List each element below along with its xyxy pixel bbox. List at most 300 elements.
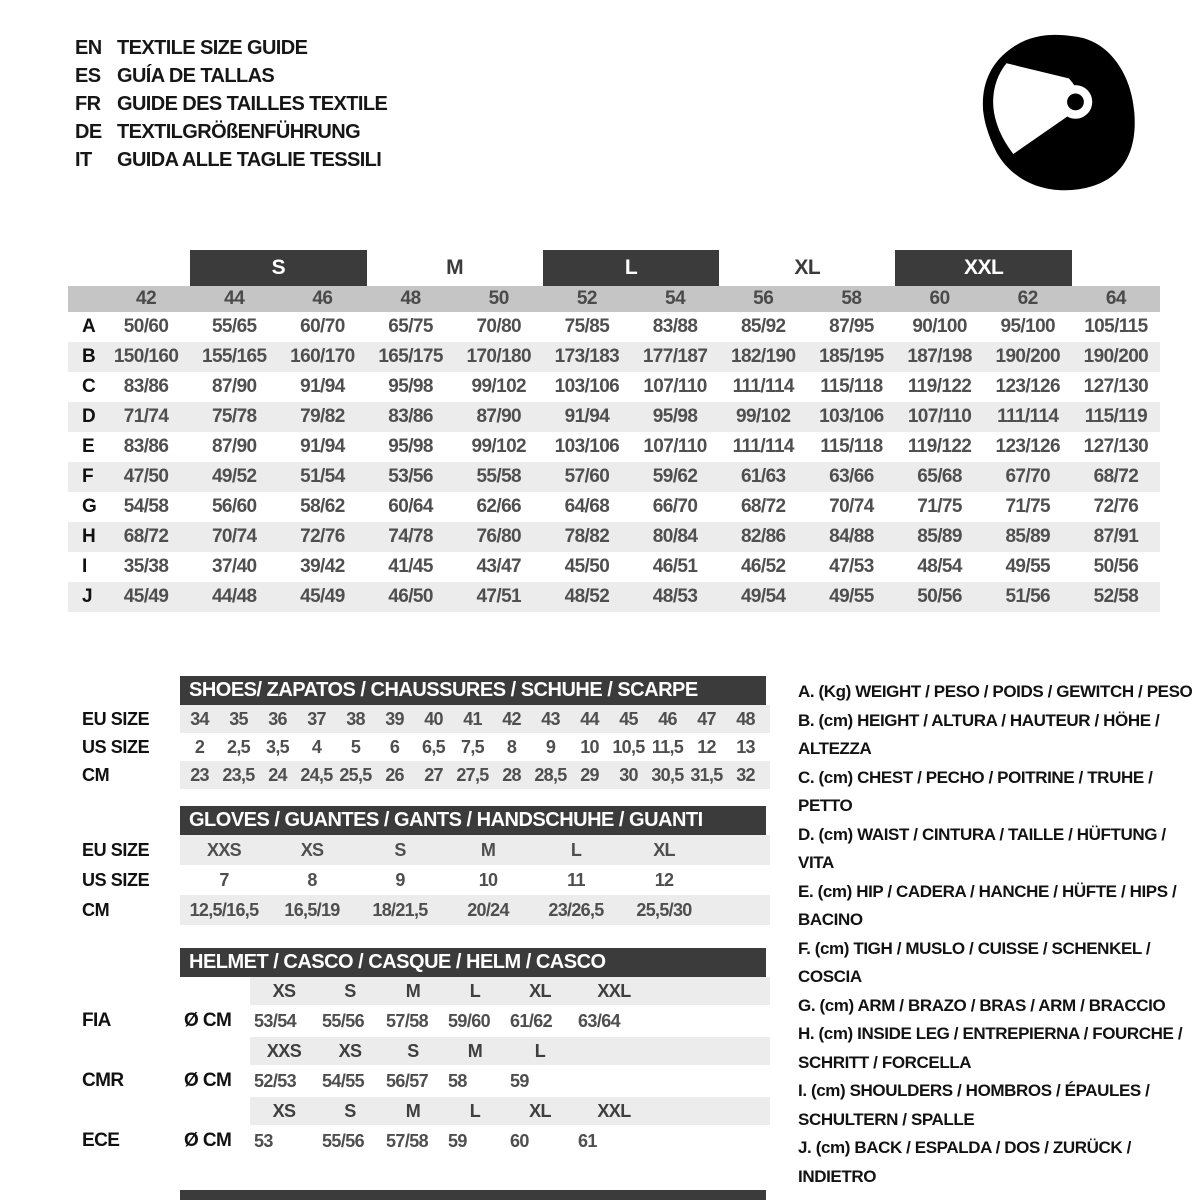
helmet-size-value: 59/60 [448, 1010, 491, 1031]
row-key: C [82, 376, 96, 397]
measurement-value: 55/58 [476, 466, 522, 487]
measurement-row [68, 582, 1160, 612]
shoes-value: 31,5 [690, 764, 723, 785]
row-key: B [82, 346, 96, 367]
row-key: G [82, 496, 97, 517]
measurement-value: 70/74 [211, 526, 257, 547]
measurement-value: 83/88 [652, 316, 698, 337]
measurement-value: 71/74 [123, 406, 169, 427]
measurement-value: 65/68 [917, 466, 962, 487]
shoes-value: 13 [736, 736, 755, 757]
helmet-size-label: XL [529, 1100, 551, 1121]
measurement-value: 71/75 [917, 496, 962, 517]
measurement-value: 46/50 [388, 586, 433, 607]
gloves-value: 9 [395, 869, 405, 890]
shoes-value: 12 [697, 736, 716, 757]
language-row [75, 118, 387, 146]
legend-item: J. (cm) BACK / ESPALDA / DOS / ZURÜCK / INDIETRO [798, 1138, 1131, 1186]
language-title: TEXTILE SIZE GUIDE [117, 36, 308, 59]
shoes-value: 25,5 [339, 764, 372, 785]
helmet-diameter-label: Ø CM [184, 1010, 232, 1031]
shoes-value: 8 [506, 736, 517, 757]
shoes-value: 39 [385, 708, 404, 729]
shoes-value: 42 [502, 708, 521, 729]
helmet-size-value: 57/58 [386, 1130, 429, 1151]
shoes-value: 41 [463, 708, 482, 729]
measurement-value: 170/180 [466, 346, 531, 367]
measurement-value: 71/75 [1005, 496, 1051, 517]
measurement-value: 119/122 [907, 376, 972, 397]
shoes-value: 10 [580, 736, 599, 757]
measurement-value: 75/85 [564, 316, 610, 337]
helmet-size-value: 56/57 [386, 1070, 429, 1091]
shoes-value: 9 [545, 736, 556, 757]
measurement-row [68, 462, 1160, 492]
legend-item: H. (cm) INSIDE LEG / ENTREPIERNA / FOURCHE / SCHRITT / FORCELLA [798, 1024, 1183, 1072]
helmet-size-label: L [469, 1100, 481, 1121]
shoes-value: 36 [268, 708, 287, 729]
helmet-size-label: M [467, 1040, 483, 1061]
shoes-value: 7,5 [461, 736, 484, 757]
eu-size-value: 54 [665, 288, 686, 309]
measurement-value: 87/90 [211, 436, 257, 457]
measurement-value: 72/76 [300, 526, 345, 547]
helmet-size-value: 53/54 [254, 1010, 297, 1031]
gloves-value: 20/24 [467, 899, 509, 920]
gloves-value: XXS [207, 839, 241, 860]
measurement-value: 85/89 [917, 526, 962, 547]
measurement-value: 187/198 [907, 346, 972, 367]
shoes-value: 32 [736, 764, 755, 785]
shoes-value: 27 [424, 764, 443, 785]
measurement-value: 123/126 [995, 376, 1060, 397]
measurement-value: 49/55 [1005, 556, 1051, 577]
measurement-value: 45/49 [123, 586, 169, 607]
measurement-value: 182/190 [731, 346, 796, 367]
shoes-value: 29 [580, 764, 599, 785]
measurement-value: 68/72 [740, 496, 786, 517]
legend-item: B. (cm) HEIGHT / ALTURA / HAUTEUR / HÖHE / ALTEZZA [798, 710, 1160, 758]
measurement-value: 185/195 [819, 346, 884, 367]
measurement-value: 35/38 [123, 556, 169, 577]
measurement-value: 87/90 [476, 406, 522, 427]
legend-item: G. (cm) ARM / BRAZO / BRAS / ARM / BRACCIO [798, 995, 1166, 1015]
measurement-value: 45/49 [300, 586, 345, 607]
shoes-row-label: US SIZE [82, 736, 150, 757]
measurement-value: 95/98 [388, 376, 433, 397]
language-row [75, 90, 387, 118]
size-group-s: S [190, 250, 366, 286]
measurement-value: 107/110 [643, 376, 707, 397]
helmet-size-value: 61/62 [510, 1010, 553, 1031]
measurement-row [68, 432, 1160, 462]
eu-size-value: 60 [929, 288, 950, 309]
measurement-legend [798, 678, 1198, 1191]
helmet-size-label: XL [529, 980, 551, 1001]
measurement-value: 165/175 [378, 346, 443, 367]
measurement-value: 111/114 [732, 436, 794, 457]
gloves-band [180, 835, 770, 865]
shoes-band [180, 761, 770, 789]
measurement-value: 105/115 [1084, 316, 1148, 337]
measurement-value: 91/94 [564, 406, 610, 427]
gloves-value: M [480, 839, 496, 860]
shoes-value: 2,5 [227, 736, 250, 757]
textile-size-table [68, 250, 1160, 612]
measurement-value: 95/98 [652, 406, 698, 427]
helmet-icon [972, 28, 1142, 196]
measurement-row [68, 522, 1160, 552]
row-key: A [82, 316, 96, 337]
helmet-diameter-label: Ø CM [184, 1130, 232, 1151]
measurement-value: 150/160 [113, 346, 179, 367]
helmet-size-value: 53 [254, 1130, 273, 1151]
shoes-value: 11,5 [651, 736, 684, 757]
gloves-value: 18/21,5 [372, 899, 428, 920]
eu-size-value: 58 [841, 288, 862, 309]
language-code: FR [75, 92, 101, 115]
shoes-value: 10,5 [612, 736, 645, 757]
measurement-value: 82/86 [740, 526, 786, 547]
measurement-value: 55/65 [211, 316, 257, 337]
measurement-value: 83/86 [388, 406, 433, 427]
measurement-value: 85/92 [740, 316, 786, 337]
measurement-value: 107/110 [907, 406, 972, 427]
measurement-value: 127/130 [1083, 376, 1149, 397]
gloves-value: S [394, 839, 406, 860]
measurement-value: 65/75 [388, 316, 433, 337]
helmet-header: HELMET / CASCO / CASQUE / HELM / CASCO [180, 948, 766, 977]
measurement-value: 43/47 [476, 556, 522, 577]
legend-item: A. (Kg) WEIGHT / PESO / POIDS / GEWITCH / PESO [798, 682, 1193, 701]
measurement-value: 46/51 [652, 556, 698, 577]
gloves-row-label: EU SIZE [82, 839, 150, 860]
measurement-value: 103/106 [554, 376, 620, 397]
measurement-value: 54/58 [123, 496, 169, 517]
shoes-value: 23 [190, 764, 209, 785]
shoes-value: 26 [385, 764, 404, 785]
shoes-value: 3,5 [266, 736, 289, 757]
measurement-value: 41/45 [388, 556, 433, 577]
language-row [75, 34, 387, 62]
shoes-value: 24,5 [300, 764, 333, 785]
gloves-header: GLOVES / GUANTES / GANTS / HANDSCHUHE / GUANTI [180, 806, 766, 835]
gloves-band [180, 865, 770, 895]
measurement-value: 75/78 [211, 406, 257, 427]
helmet-size-value: 58 [448, 1070, 467, 1091]
measurement-value: 190/200 [1083, 346, 1149, 367]
eu-size-value: 48 [400, 288, 421, 309]
shoes-value: 30 [619, 764, 638, 785]
helmet-standard-name: FIA [82, 1010, 111, 1031]
helmet-size-value: 52/53 [254, 1070, 297, 1091]
measurement-value: 48/54 [917, 556, 962, 577]
shoes-value: 34 [190, 708, 209, 729]
measurement-value: 66/70 [652, 496, 698, 517]
row-key: H [82, 526, 96, 547]
measurement-value: 48/53 [652, 586, 698, 607]
measurement-value: 83/86 [123, 436, 169, 457]
helmet-size-value: 55/56 [322, 1130, 365, 1151]
measurement-value: 46/52 [740, 556, 786, 577]
helmet-size-label: L [469, 980, 481, 1001]
gloves-band [180, 895, 770, 925]
helmet-standard-name: CMR [82, 1070, 124, 1091]
measurement-value: 90/100 [912, 316, 967, 337]
gloves-value: 8 [307, 869, 317, 890]
measurement-value: 37/40 [211, 556, 257, 577]
language-title: TEXTILGRÖßENFÜHRUNG [117, 120, 361, 143]
measurement-value: 91/94 [300, 376, 345, 397]
helmet-size-label: XS [272, 980, 296, 1001]
measurement-value: 91/94 [300, 436, 345, 457]
measurement-value: 51/54 [300, 466, 345, 487]
helmet-size-value: 63/64 [578, 1010, 621, 1031]
shoes-value: 28,5 [534, 764, 567, 785]
legend-item: I. (cm) SHOULDERS / HOMBROS / ÉPAULES / SCHULTERN / SPALLE [798, 1081, 1150, 1129]
measurement-value: 103/106 [819, 406, 884, 427]
gloves-row-label: CM [82, 899, 110, 920]
measurement-value: 48/52 [564, 586, 610, 607]
measurement-value: 85/89 [1005, 526, 1051, 547]
helmet-diameter-label: Ø CM [184, 1070, 232, 1091]
language-code: DE [75, 120, 102, 143]
measurement-value: 67/70 [1005, 466, 1051, 487]
measurement-value: 190/200 [995, 346, 1060, 367]
helmet-size-value: 57/58 [386, 1010, 429, 1031]
shoes-band [180, 733, 770, 761]
measurement-value: 50/56 [1093, 556, 1139, 577]
measurement-value: 74/78 [388, 526, 433, 547]
legend-item: C. (cm) CHEST / PECHO / POITRINE / TRUHE / PETTO [798, 767, 1153, 815]
shoes-value: 4 [311, 736, 322, 757]
measurement-value: 99/102 [471, 376, 526, 397]
measurement-value: 83/86 [123, 376, 169, 397]
measurement-value: 59/62 [652, 466, 698, 487]
eu-size-value: 52 [576, 288, 597, 309]
helmet-size-label: XS [338, 1040, 362, 1061]
measurement-value: 58/62 [300, 496, 345, 517]
shoes-value: 45 [619, 708, 638, 729]
gloves-row-label: US SIZE [82, 869, 150, 890]
measurement-value: 49/54 [740, 586, 786, 607]
measurement-value: 155/165 [202, 346, 267, 367]
measurement-value: 107/110 [643, 436, 707, 457]
helmet-size-label: M [405, 1100, 421, 1121]
shoes-value: 40 [424, 708, 443, 729]
shoes-value: 37 [307, 708, 326, 729]
measurement-value: 87/91 [1093, 526, 1139, 547]
measurement-value: 47/50 [123, 466, 169, 487]
shoes-value: 5 [350, 736, 361, 757]
eu-size-value: 62 [1017, 288, 1038, 309]
shoes-value: 24 [268, 764, 287, 785]
measurement-value: 70/80 [476, 316, 522, 337]
row-key: I [82, 556, 88, 577]
helmet-size-value: 61 [578, 1130, 597, 1151]
helmet-size-value: 60 [510, 1130, 529, 1151]
measurement-value: 76/80 [476, 526, 522, 547]
measurement-value: 177/187 [642, 346, 708, 367]
measurement-value: 123/126 [995, 436, 1060, 457]
eu-size-value: 46 [312, 288, 333, 309]
row-key: E [82, 436, 95, 457]
measurement-value: 115/119 [1084, 406, 1148, 427]
measurement-value: 80/84 [652, 526, 698, 547]
helmet-size-label: S [344, 1100, 356, 1121]
shoes-value: 48 [736, 708, 755, 729]
measurement-value: 79/82 [300, 406, 345, 427]
gloves-value: 7 [219, 869, 229, 890]
measurement-value: 44/48 [211, 586, 257, 607]
measurement-value: 45/50 [564, 556, 610, 577]
shoes-value: 6 [389, 736, 400, 757]
language-title-list [75, 34, 387, 174]
measurement-row [68, 402, 1160, 432]
measurement-value: 103/106 [554, 436, 620, 457]
language-title: GUIDA ALLE TAGLIE TESSILI [117, 148, 382, 171]
shoes-value: 27,5 [456, 764, 489, 785]
measurement-value: 50/56 [917, 586, 962, 607]
eu-size-value: 64 [1105, 288, 1126, 309]
row-key: J [82, 586, 93, 607]
shoes-value: 30,5 [651, 764, 684, 785]
helmet-size-label: S [407, 1040, 419, 1061]
legend-item: F. (cm) TIGH / MUSLO / CUISSE / SCHENKEL / COSCIA [798, 938, 1151, 986]
helmet-standard-name: ECE [82, 1130, 120, 1151]
measurement-value: 99/102 [471, 436, 526, 457]
measurement-value: 78/82 [564, 526, 610, 547]
measurement-row [68, 342, 1160, 372]
measurement-value: 72/76 [1093, 496, 1139, 517]
shoes-header: SHOES/ ZAPATOS / CHAUSSURES / SCHUHE / SCARPE [180, 676, 766, 705]
helmet-size-label: XS [272, 1100, 296, 1121]
measurement-value: 70/74 [829, 496, 874, 517]
measurement-value: 49/52 [211, 466, 257, 487]
shoes-value: 35 [229, 708, 248, 729]
measurement-row [68, 492, 1160, 522]
shoes-row-label: EU SIZE [82, 708, 150, 729]
language-code: IT [75, 148, 92, 171]
shoes-value: 2 [194, 736, 205, 757]
helmet-size-value: 54/55 [322, 1070, 365, 1091]
measurement-value: 47/53 [829, 556, 874, 577]
measurement-value: 68/72 [123, 526, 169, 547]
size-group-row [68, 250, 1160, 286]
shoes-value: 43 [541, 708, 560, 729]
gloves-value: 16,5/19 [284, 899, 340, 920]
row-key: D [82, 406, 96, 427]
helmet-size-label: XXS [266, 1040, 302, 1061]
gloves-value: XS [300, 839, 324, 860]
language-code: ES [75, 64, 101, 87]
language-title: GUÍA DE TALLAS [117, 64, 275, 87]
measurement-rows [68, 312, 1160, 612]
measurement-value: 115/118 [820, 436, 883, 457]
measurement-value: 87/90 [211, 376, 257, 397]
measurement-row [68, 372, 1160, 402]
measurement-value: 53/56 [388, 466, 433, 487]
row-key: F [82, 466, 94, 487]
helmet-size-label: S [344, 980, 356, 1001]
measurement-value: 95/98 [388, 436, 433, 457]
shoes-value: 47 [697, 708, 716, 729]
measurement-value: 160/170 [290, 346, 355, 367]
measurement-value: 52/58 [1093, 586, 1139, 607]
partial-section-bar [180, 1190, 766, 1200]
measurement-value: 60/64 [388, 496, 433, 517]
measurement-value: 57/60 [564, 466, 610, 487]
measurement-value: 87/95 [829, 316, 874, 337]
size-group-l: L [543, 250, 719, 286]
measurement-value: 115/118 [820, 376, 883, 397]
measurement-value: 99/102 [735, 406, 791, 427]
measurement-row [68, 552, 1160, 582]
measurement-value: 47/51 [476, 586, 522, 607]
language-row [75, 146, 387, 174]
measurement-value: 127/130 [1083, 436, 1149, 457]
measurement-value: 56/60 [211, 496, 257, 517]
shoes-value: 23,5 [222, 764, 255, 785]
measurement-value: 119/122 [907, 436, 972, 457]
gloves-value: 23/26,5 [548, 899, 604, 920]
eu-size-value: 44 [224, 288, 245, 309]
measurement-value: 49/55 [829, 586, 874, 607]
language-title: GUIDE DES TAILLES TEXTILE [117, 92, 388, 115]
helmet-size-label: XXL [597, 1100, 631, 1121]
measurement-value: 63/66 [829, 466, 874, 487]
eu-size-strip [68, 286, 1160, 312]
measurement-value: 111/114 [732, 376, 794, 397]
language-code: EN [75, 36, 102, 59]
shoes-value: 46 [658, 708, 677, 729]
helmet-size-label: M [405, 980, 421, 1001]
gloves-value: 10 [478, 869, 498, 890]
eu-size-value: 50 [488, 288, 509, 309]
measurement-row [68, 312, 1160, 342]
measurement-value: 51/56 [1005, 586, 1051, 607]
gloves-value: 25,5/30 [636, 899, 692, 920]
measurement-value: 68/72 [1093, 466, 1139, 487]
helmet-size-value: 59 [448, 1130, 467, 1151]
measurement-value: 64/68 [564, 496, 610, 517]
measurement-value: 50/60 [123, 316, 169, 337]
helmet-size-label: XXL [597, 980, 631, 1001]
shoes-value: 44 [580, 708, 599, 729]
shoes-band [180, 705, 770, 733]
eu-size-value: 56 [753, 288, 774, 309]
measurement-value: 173/183 [554, 346, 620, 367]
gloves-value: L [570, 839, 582, 860]
measurement-value: 60/70 [300, 316, 345, 337]
gloves-value: 12 [654, 869, 674, 890]
measurement-value: 111/114 [997, 406, 1059, 427]
gloves-value: 12,5/16,5 [189, 899, 259, 920]
helmet-size-value: 55/56 [322, 1010, 365, 1031]
size-group-m: M [446, 256, 464, 279]
measurement-value: 95/100 [1000, 316, 1055, 337]
measurement-value: 61/63 [740, 466, 786, 487]
gloves-value: 11 [567, 869, 585, 890]
shoes-row-label: CM [82, 764, 110, 785]
eu-size-value: 42 [136, 288, 157, 309]
shoes-value: 6,5 [422, 736, 445, 757]
measurement-value: 84/88 [829, 526, 874, 547]
helmet-size-value: 59 [510, 1070, 529, 1091]
language-row [75, 62, 387, 90]
legend-item: E. (cm) HIP / CADERA / HANCHE / HÜFTE / HIPS / BACINO [798, 881, 1177, 929]
shoes-value: 28 [502, 764, 521, 785]
